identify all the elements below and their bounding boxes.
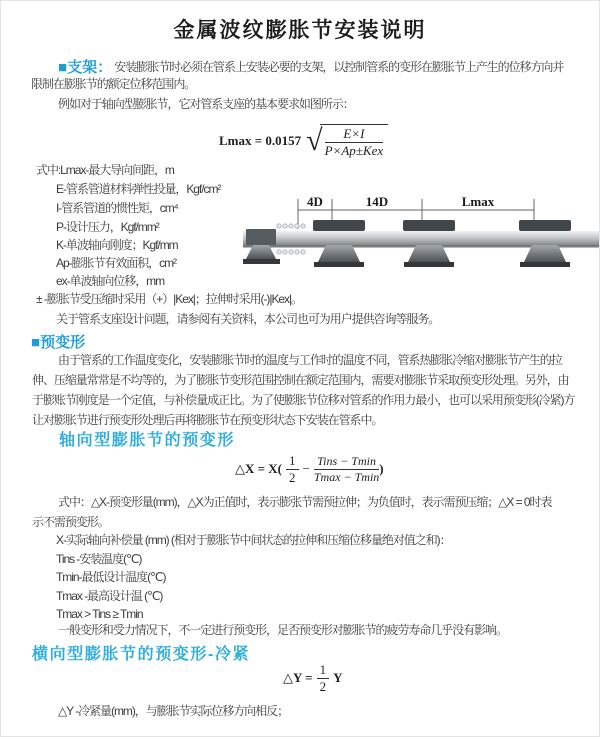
- preform-text-line: 伸、压缩量常常是不均等的，为了膨胀节变形范围控制在额定范围内，需要对膨胀节采取预变形处理。另外，由: [32, 373, 569, 387]
- pipe-support-diagram: [243, 193, 599, 285]
- lmax-formula-denominator: P×Ap±Kex: [324, 143, 384, 158]
- dimension-label-4d: 4D: [307, 194, 323, 209]
- pipe: [243, 231, 599, 245]
- def-line: E-管系管道材料弹性投量，Kgf/cm²: [56, 182, 221, 196]
- axial-expl-line: 式中：△X-预变形量(mm)，△X为正值时，表示膨张节需预拉伸；为负值时，表示需预压缩；△X = 0时表: [58, 495, 552, 509]
- dimension-label-14d: 14D: [365, 194, 389, 209]
- support-text-line2: 限制在膨胀节的额定位移范围内。: [31, 77, 196, 91]
- axial-formula-rhs: ): [379, 461, 384, 476]
- preform-heading-label: 预变形: [40, 334, 86, 351]
- def-line: I-管系管道的惯性矩，cm⁴: [56, 201, 178, 215]
- def-line: K-单波轴向刚度；Kgf/mm: [56, 238, 178, 252]
- def-line: 式中:Lmax-最大导向间距，m: [36, 163, 174, 177]
- preform-text-line: 于膨账节刚度是一个定值，与补偿量成正比。为了使膨胀节位移对管系的作用力最小，也可以采用预变形(冷紧)方: [32, 393, 575, 407]
- axial-formula-frac-half: $\frac{1}{2}$: [286, 454, 299, 484]
- axial-preform-formula: [235, 451, 384, 487]
- lmax-formula-numerator: E×I: [325, 127, 384, 143]
- axial-formula-frac-temp: $\frac{\text{Tins − Tmin}}{Tmax - Tmin}$: [313, 453, 380, 484]
- lmax-formula-lhs: Lmax = 0.0157: [219, 133, 302, 148]
- page-title: 金属波纹膨胀节安装说明: [173, 19, 427, 42]
- sqrt-sign: √: [306, 124, 323, 157]
- lateral-formula-frac-half: $\frac{1}{2}$: [317, 663, 330, 693]
- axial-item: Tmax -最高设计温 (℃): [56, 589, 163, 603]
- lmax-formula-radicand: [320, 124, 389, 157]
- lateral-preform-subheading: 横向型膨胀节的预变形-冷紧: [32, 646, 251, 663]
- axial-preform-subheading: 轴向型膨胀节的预变形: [59, 432, 236, 449]
- axial-item: X-实际轴向补偿量 (mm) (相对于膨胀节中间状态的拉伸和压缩位移量绝对值之和)：: [56, 533, 451, 547]
- preform-text-line: 由于管系的工作温度变化，安装膨胀节时的温度与工作时的温度不同，管系热膨胀冷缩对膨胀节产生的拉: [58, 353, 562, 367]
- lateral-formula-rhs: Y: [333, 670, 343, 685]
- support-section-heading: 支架：: [67, 59, 113, 76]
- axial-formula-lhs: △X = X(: [235, 461, 283, 476]
- axial-formula-minus: −: [302, 461, 310, 476]
- def-line: P-设计压力，Kgf/mm²: [56, 220, 159, 234]
- section-square-icon: ■: [58, 59, 68, 76]
- def-line: ± -膨胀节受压缩时采用（+）|Kex|；拉伸时采用(-)|Kex|。: [36, 292, 302, 306]
- def-line: Ap-膨胀节有效面积，cm²: [56, 256, 176, 270]
- lateral-formula-lhs: △Y =: [283, 670, 313, 685]
- lmax-formula: [219, 123, 388, 159]
- axial-item: Tmin-最低设计温度(℃): [56, 570, 166, 584]
- def-line: 关于管系支座设计问题，请参阅有关资料，本公司也可为用户提供咨询等服务。: [56, 312, 440, 326]
- def-line: ex-单波轴向位移，mm: [56, 274, 165, 288]
- lateral-note: △Y -冷紧量(mm)，与膨胀节实际位移方向相反；: [58, 704, 289, 718]
- section-square-icon: ■: [31, 334, 41, 351]
- axial-item: 一般变形和受力情况下，不一定进行预变形，足否预变形对膨胀节的疲劳寿命几乎没有影响。: [58, 623, 507, 637]
- axial-item: Tins -安装温度(℃): [56, 552, 142, 566]
- lateral-preform-formula: [283, 663, 342, 693]
- support-section-first-line: [58, 56, 563, 77]
- preform-section-heading: [31, 331, 85, 352]
- support-text-line3: 例如对于轴向型膨胀节，它对管系支座的基本要求如图所示：: [58, 97, 354, 111]
- support-text-line1: 安装膨胀节时必须在管系上安装必要的支架，以控制管系的变形在膨胀节上产生的位移方向并: [114, 60, 564, 74]
- axial-item: Tmax > Tins ≥ Tmin: [56, 607, 143, 621]
- dimension-label-lmax: Lmax: [461, 194, 495, 209]
- axial-expl-line: 示不需预变形。: [32, 515, 109, 529]
- preform-text-line: 让对膨胀节进行预变形处理后再将膨胀节在预变形状态下安装在管系中。: [32, 413, 383, 427]
